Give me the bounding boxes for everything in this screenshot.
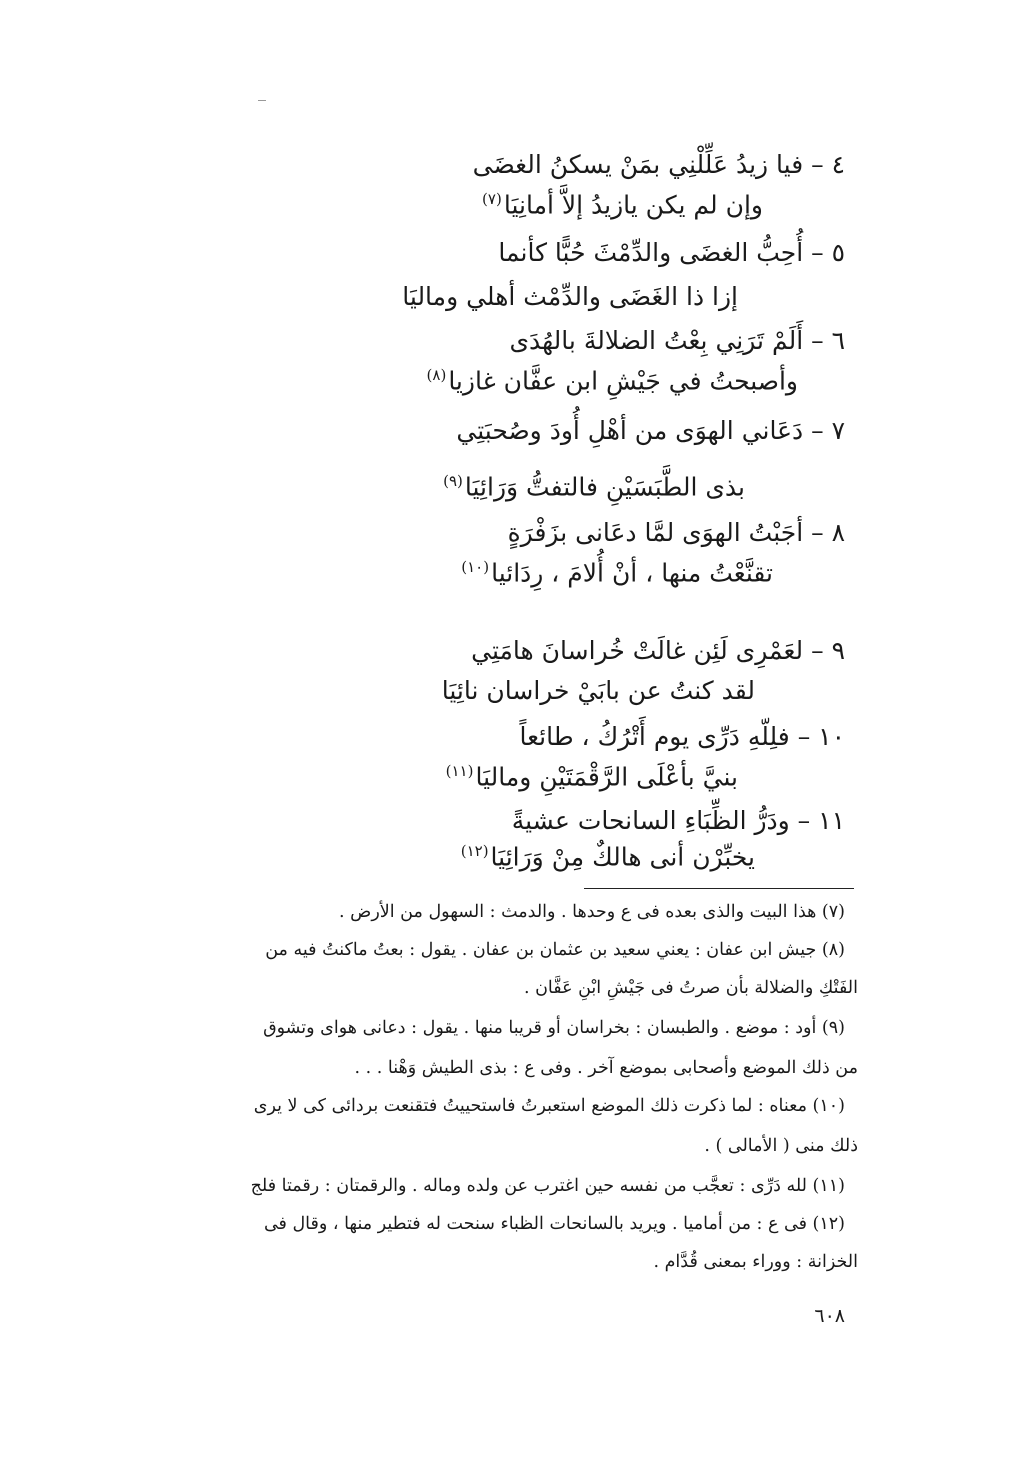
verse-8-second-text: تقنَّعْتُ منها ، أنْ أُلامَ ، رِدَائيا <box>491 558 773 588</box>
verse-8-first-hemistich: ٨ – أجَبْتُ الهوَى لمَّا دعَانى بزَفْرَةٍ <box>507 518 845 547</box>
footnote-12-line-1: (١٢) فى ع : من أماميا . ويريد بالسانحات الظباء سنحت له فتطير منها ، وقال فى <box>263 1214 845 1234</box>
verse-10-second-text: بنيَّ بأعْلَى الرَّقْمَتَيْنِ وماليَا <box>475 762 738 792</box>
verse-8-second-hemistich <box>461 558 773 587</box>
verse-7-second-hemistich <box>443 472 745 501</box>
footnote-10-line-2: ذلك منى ( الأمالى ) . <box>704 1136 858 1156</box>
verse-11-first-hemistich: ١١ – ودَرُّ الظِّبَاءِ السانحات عشيةً <box>511 806 845 835</box>
verse-6-second-text: وأصبحتُ في جَيْشِ ابن عفَّان غازيا <box>448 366 798 396</box>
verse-7-first-hemistich: ٧ – دَعَاني الهوَى من أهْلِ أُودَ وصُحبَتِي <box>456 416 845 445</box>
footnote-ref-9: (٩) <box>443 472 463 490</box>
footnote-ref-7: (٧) <box>482 190 502 208</box>
page-number: ٦٠٨ <box>814 1305 845 1327</box>
verse-11-second-text: يخبِّرْن أنى هالكٌ مِنْ وَرَائِيَا <box>490 842 755 872</box>
footnote-9-line-2: من ذلك الموضع وأصحابى بموضع آخر . وفى ع : بذى الطيش وَهْنا . . . <box>354 1058 858 1078</box>
verse-11-second-hemistich <box>461 842 755 871</box>
footnote-8-line-1: (٨) جيش ابن عفان : يعني سعيد بن عثمان بن عفان . يقول : بعتُ ماكنتُ فيه من <box>265 940 845 960</box>
footnote-12-line-2: الخزانة : ووراء بمعنى قُدَّام . <box>653 1252 858 1272</box>
verse-9-first-hemistich: ٩ – لعَمْرِى لَئِن غالَتْ خُراسانَ هامَتِي <box>471 636 845 665</box>
footnote-ref-11: (١١) <box>445 762 474 780</box>
footnote-separator <box>584 888 854 889</box>
footnote-ref-12: (١٢) <box>460 842 489 860</box>
verse-4-second-hemistich <box>482 190 763 219</box>
verse-10-first-hemistich: ١٠ – فلِلّهِ دَرِّى يوم أَتْرُكُ ، طائعاً <box>519 722 845 751</box>
verse-9-second-hemistich <box>442 676 755 705</box>
scan-mark <box>258 100 266 101</box>
verse-5-first-hemistich: ٥ – أُحِبُّ الغضَى والدِّمْثَ حُبًّا كأنما <box>498 238 845 267</box>
verse-4-first-hemistich: ٤ – فيا زيدُ عَلِّلْنِي بمَنْ يسكنُ الغضَى <box>472 150 845 179</box>
footnote-10-line-1: (١٠) معناه : لما ذكرت ذلك الموضع استعبرتُ فاستحييتُ فتقنعت بردائى كى لا يرى <box>253 1096 845 1116</box>
footnote-8-line-2: الفَتْكِ والضلالة بأن صرتُ فى جَيْشِ ابْنِ عَفَّان . <box>523 978 858 998</box>
verse-10-second-hemistich <box>446 762 738 791</box>
verse-7-second-text: بذى الطَّبَسَيْنِ فالتفتُّ وَرَائِيَا <box>464 472 745 502</box>
footnote-ref-10: (١٠) <box>461 558 490 576</box>
verse-4-second-text: وإن لم يكن يازيدُ إلاَّ أمانِيَا <box>503 190 763 220</box>
verse-6-second-hemistich <box>427 366 798 395</box>
footnote-9-line-1: (٩) أود : موضع . والطبسان : بخراسان أو قريبا منها . يقول : دعانى هواى وتشوق <box>263 1018 845 1038</box>
verse-5-second-text: إزا ذا الغَضَى والدِّمْث أهلي وماليَا <box>402 282 738 311</box>
verse-6-first-hemistich: ٦ – أَلَمْ تَرَنِي بِعْتُ الضلالةَ بالهُدَى <box>509 326 845 355</box>
footnote-11: (١١) لله دَرِّى : تعجَّب من نفسه حين اغترب عن ولده وماله . والرقمتان : رقمتا فلج <box>250 1176 845 1196</box>
footnote-7: (٧) هذا البيت والذى بعده فى ع وحدها . والدمث : السهول من الأرض . <box>339 902 845 922</box>
verse-5-second-hemistich <box>402 282 738 311</box>
verse-9-second-text: لقد كنتُ عن بابَيْ خراسان نائِيَا <box>441 676 755 705</box>
footnote-ref-8: (٨) <box>426 366 447 384</box>
